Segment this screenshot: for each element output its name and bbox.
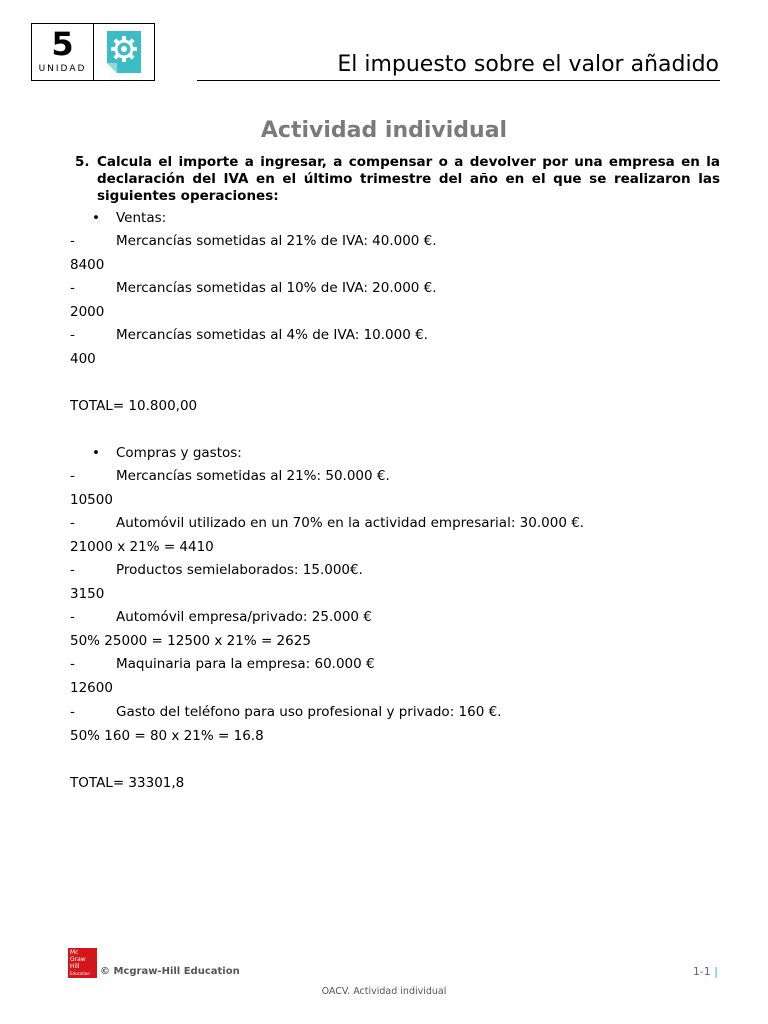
compras-calc-1: 10500 <box>70 492 113 508</box>
compras-calc-6: 50% 160 = 80 x 21% = 16.8 <box>70 728 264 744</box>
compras-calc-3: 3150 <box>70 586 105 602</box>
bullet-icon: • <box>92 210 100 226</box>
compras-item-5: Maquinaria para la empresa: 60.000 € <box>116 656 375 672</box>
ventas-dash-2: - <box>70 280 75 296</box>
logo-text-1: Mc <box>70 949 79 956</box>
ventas-calc-3: 400 <box>70 351 96 367</box>
ventas-heading: Ventas: <box>116 210 167 226</box>
unit-label: UNIDAD <box>38 64 87 74</box>
ventas-item-2: Mercancías sometidas al 10% de IVA: 20.000 €. <box>116 280 437 296</box>
compras-dash-4: - <box>70 609 75 625</box>
compras-item-3: Productos semielaborados: 15.000€. <box>116 562 363 578</box>
compras-item-2: Automóvil utilizado en un 70% en la actividad empresarial: 30.000 €. <box>116 515 585 531</box>
compras-item-1: Mercancías sometidas al 21%: 50.000 €. <box>116 468 390 484</box>
compras-calc-4: 50% 25000 = 12500 x 21% = 2625 <box>70 633 311 649</box>
copyright: © Mcgraw-Hill Education <box>100 966 240 977</box>
ventas-item-1: Mercancías sometidas al 21% de IVA: 40.000 €. <box>116 233 437 249</box>
ventas-dash-3: - <box>70 327 75 343</box>
page-separator: | <box>714 965 718 978</box>
compras-dash-1: - <box>70 468 75 484</box>
page-number <box>693 965 718 978</box>
compras-dash-5: - <box>70 656 75 672</box>
question-number: 5. <box>75 154 90 170</box>
unit-number-cell <box>32 24 94 80</box>
logo-text-3: Hill <box>70 963 80 970</box>
page-title: El impuesto sobre el valor añadido <box>337 52 719 77</box>
unit-number: 5 <box>51 25 74 63</box>
compras-total: TOTAL= 33301,8 <box>70 775 185 791</box>
compras-dash-3: - <box>70 562 75 578</box>
compras-dash-2: - <box>70 515 75 531</box>
ventas-total: TOTAL= 10.800,00 <box>70 398 198 414</box>
ventas-calc-1: 8400 <box>70 257 105 273</box>
title-underline <box>197 80 720 81</box>
bullet-icon: • <box>92 445 100 461</box>
footer-caption: OACV. Actividad individual <box>321 986 447 997</box>
compras-item-4: Automóvil empresa/privado: 25.000 € <box>116 609 372 625</box>
logo-text-4: Education <box>70 971 90 976</box>
gear-document-icon <box>105 29 143 75</box>
question <box>75 154 720 205</box>
page-number-text: 1-1 <box>692 965 711 978</box>
activity-title: Actividad individual <box>260 118 508 143</box>
unit-icon-cell <box>94 24 154 80</box>
compras-calc-5: 12600 <box>70 680 113 696</box>
ventas-dash-1: - <box>70 233 75 249</box>
compras-dash-6: - <box>70 704 75 720</box>
compras-heading: Compras y gastos: <box>116 445 242 461</box>
logo-text-2: Graw <box>70 956 86 963</box>
unit-box <box>31 23 155 81</box>
compras-item-6: Gasto del teléfono para uso profesional y privado: 160 €. <box>116 704 502 720</box>
compras-calc-2: 21000 x 21% = 4410 <box>70 539 214 555</box>
ventas-calc-2: 2000 <box>70 304 105 320</box>
mcgraw-hill-logo <box>68 948 97 978</box>
question-text: Calcula el importe a ingresar, a compensar o a devolver por una empresa en la declaración del IVA en el último trimestre del año en el que se realizaron las siguientes operaciones: <box>97 154 720 204</box>
ventas-item-3: Mercancías sometidas al 4% de IVA: 10.000 €. <box>116 327 428 343</box>
